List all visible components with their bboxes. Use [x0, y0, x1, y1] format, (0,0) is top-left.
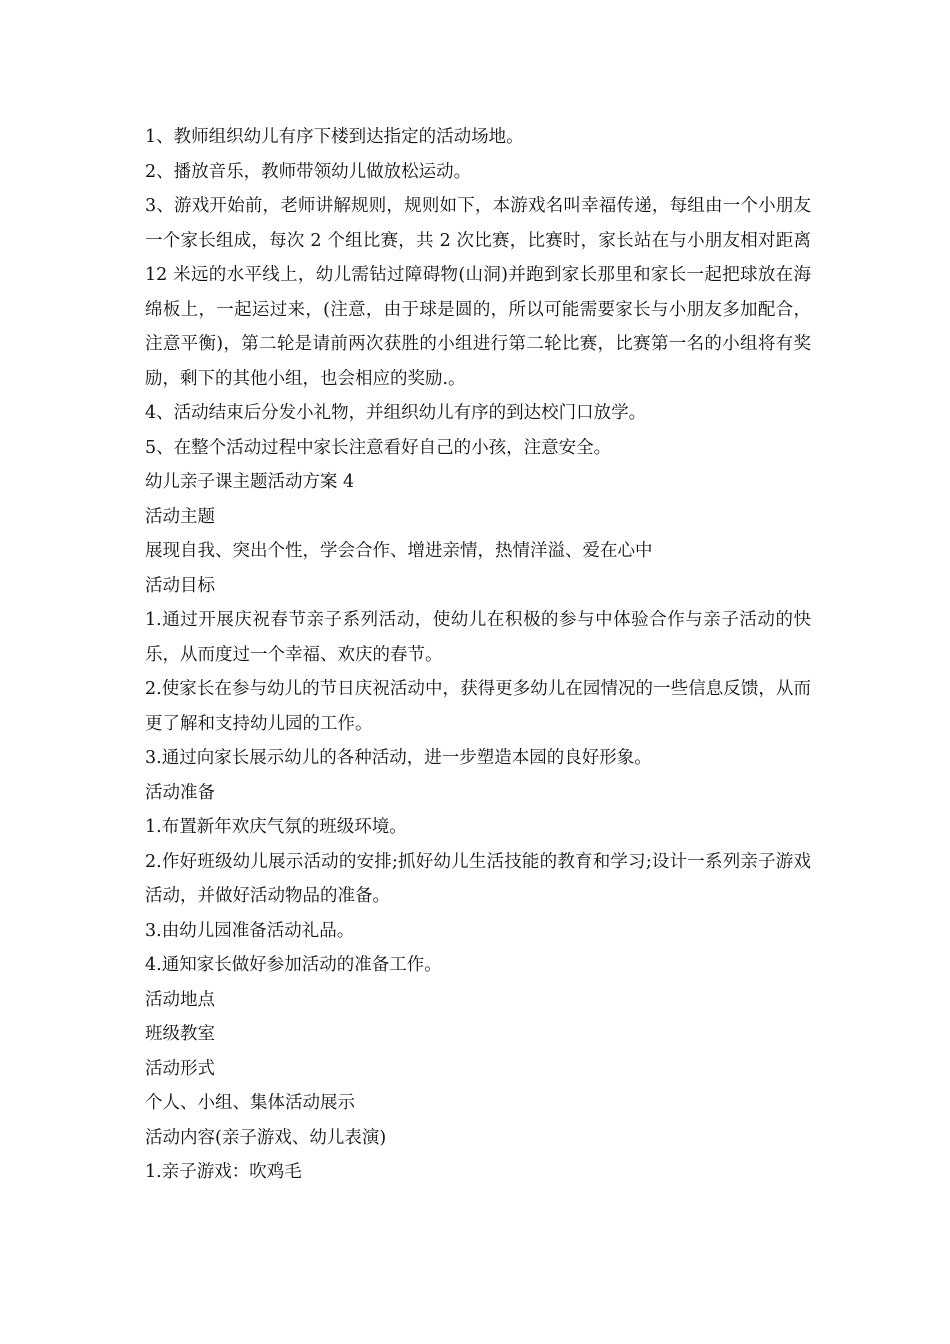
paragraph-step-3: 3、游戏开始前，老师讲解规则，规则如下，本游戏名叫幸福传递，每组由一个小朋友一个家长组成，每次 2 个组比赛，共 2 次比赛，比赛时，家长站在与小朋友相对距离 12 米远的水平线上，幼儿需钻过障碍物(山洞)并跑到家长那里和家长一起把球放在海绵板上，一起运过来，(注意，由于球是圆的，所以可能需要家长与小朋友多加配合，注意平衡)，第二轮是请前两次获胜的小组进行第二轮比赛，比赛第一名的小组将有奖励，剩下的其他小组，也会相应的奖励.。 [145, 196, 811, 389]
goal-item-1: 1.通过开展庆祝春节亲子系列活动，使幼儿在积极的参与中体验合作与亲子活动的快乐，从而度过一个幸福、欢庆的春节。 [145, 610, 811, 665]
heading-format: 活动形式 [145, 1058, 215, 1079]
preparation-item-1: 1.布置新年欢庆气氛的班级环境。 [145, 817, 407, 837]
heading-content: 活动内容(亲子游戏、幼儿表演) [145, 1127, 387, 1148]
heading-theme: 活动主题 [145, 506, 215, 527]
heading-goals: 活动目标 [145, 575, 215, 596]
preparation-item-2: 2.作好班级幼儿展示活动的安排;抓好幼儿生活技能的教育和学习;设计一系列亲子游戏活动，并做好活动物品的准备。 [145, 851, 811, 906]
location-text: 班级教室 [145, 1024, 215, 1044]
paragraph-step-2: 2、播放音乐，教师带领幼儿做放松运动。 [145, 161, 472, 182]
content-item-1: 1.亲子游戏：吹鸡毛 [145, 1162, 302, 1182]
heading-location: 活动地点 [145, 989, 215, 1010]
heading-preparation: 活动准备 [145, 782, 215, 803]
preparation-item-4: 4.通知家长做好参加活动的准备工作。 [145, 955, 442, 975]
goal-item-3: 3.通过向家长展示幼儿的各种活动，进一步塑造本园的良好形象。 [145, 748, 652, 768]
goal-item-2: 2.使家长在参与幼儿的节日庆祝活动中，获得更多幼儿在园情况的一些信息反馈，从而更了解和支持幼儿园的工作。 [145, 679, 811, 734]
document-page [145, 120, 811, 1190]
theme-text: 展现自我、突出个性，学会合作、增进亲情，热情洋溢、爱在心中 [145, 541, 653, 561]
section-title: 幼儿亲子课主题活动方案 4 [145, 472, 355, 492]
paragraph-step-5: 5、在整个活动过程中家长注意看好自己的小孩，注意安全。 [145, 437, 612, 458]
paragraph-step-4: 4、活动结束后分发小礼物，并组织幼儿有序的到达校门口放学。 [145, 403, 647, 423]
preparation-item-3: 3.由幼儿园准备活动礼品。 [145, 920, 355, 941]
paragraph-step-1: 1、教师组织幼儿有序下楼到达指定的活动场地。 [145, 127, 524, 147]
format-text: 个人、小组、集体活动展示 [145, 1093, 355, 1113]
